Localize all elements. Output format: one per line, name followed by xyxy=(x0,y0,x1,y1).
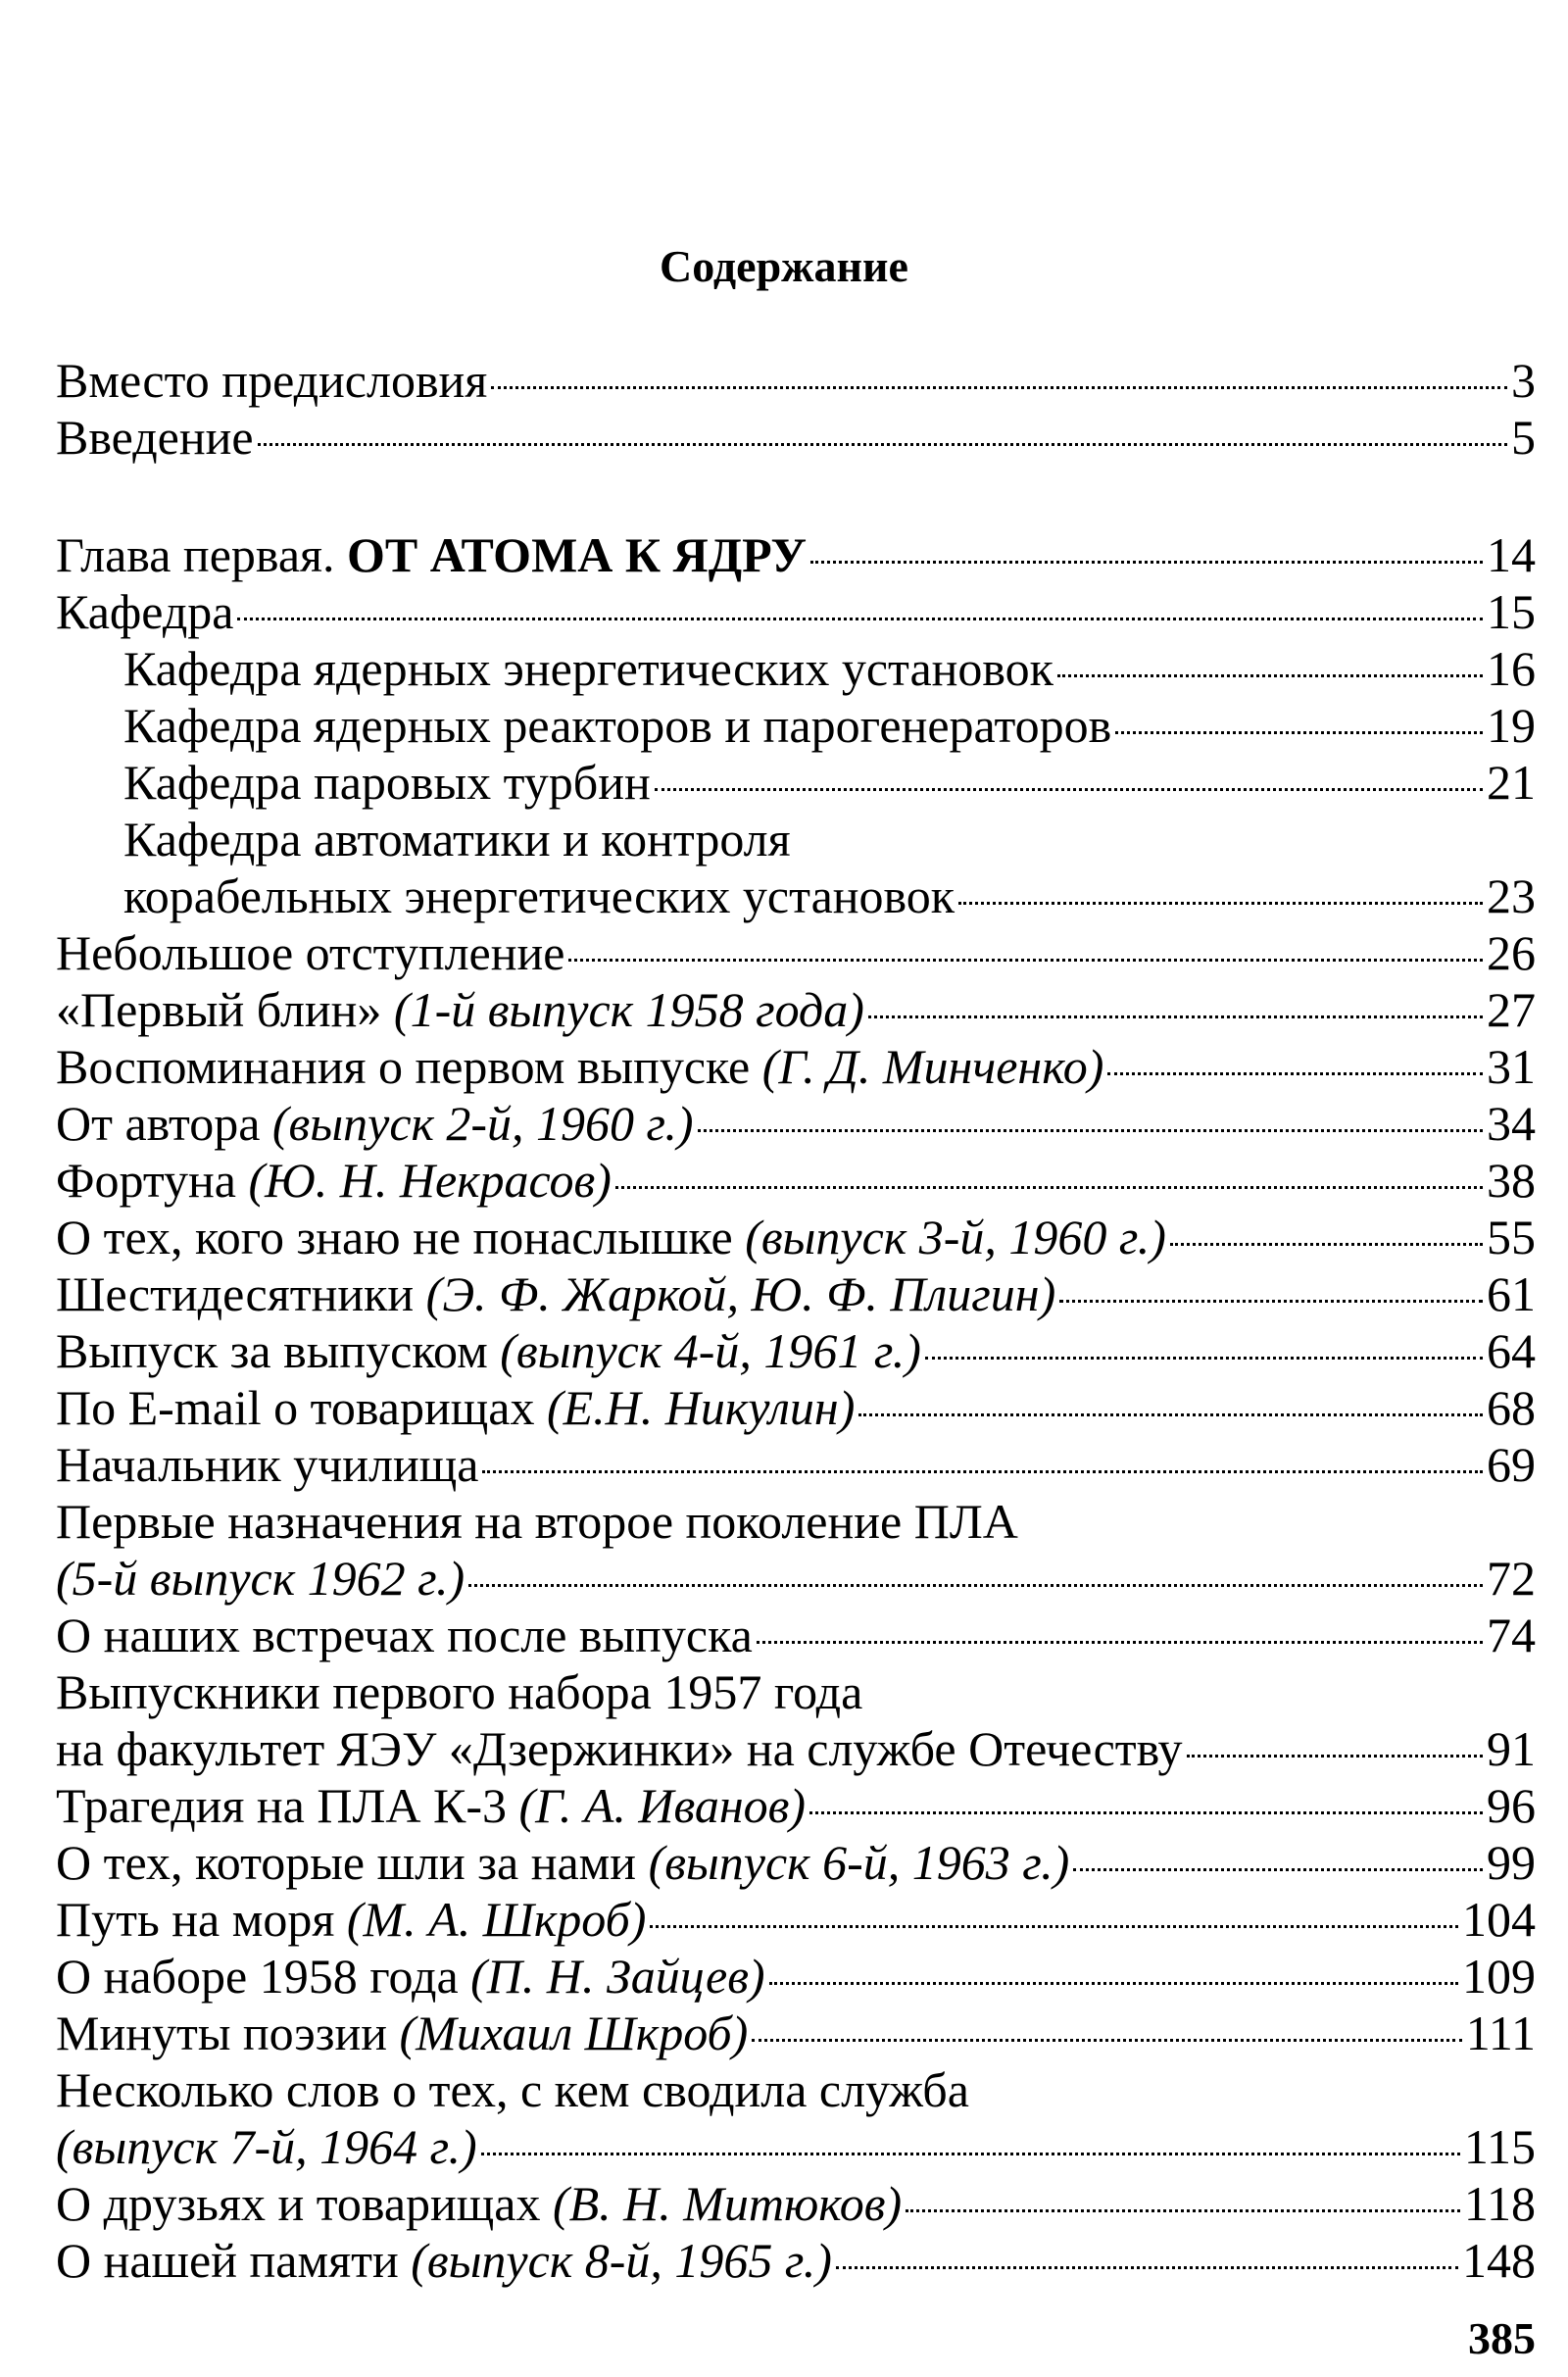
toc-entry xyxy=(56,1151,1536,1210)
toc-entry xyxy=(56,1037,1536,1096)
toc-page-number: 27 xyxy=(1487,982,1536,1037)
toc-entry-italic-note: (Г. А. Иванов) xyxy=(518,1778,807,1833)
toc-entry-title xyxy=(56,2174,902,2233)
toc-page-number: 19 xyxy=(1487,698,1536,753)
dot-leader xyxy=(1073,1868,1483,1871)
toc-entry xyxy=(56,1833,1536,1892)
toc-entry-title xyxy=(56,2231,832,2290)
toc-page-number: 21 xyxy=(1487,755,1536,810)
dot-leader xyxy=(836,2266,1458,2269)
dot-leader xyxy=(925,1357,1483,1360)
toc-line xyxy=(0,753,1568,812)
toc-line xyxy=(0,2004,1568,2062)
toc-line xyxy=(0,1151,1568,1210)
toc-page-number: 69 xyxy=(1487,1437,1536,1492)
toc-entry-text: О тех, которые шли за нами xyxy=(56,1835,649,1890)
dot-leader xyxy=(858,1413,1483,1416)
toc-line xyxy=(0,1776,1568,1835)
toc-entry-text: Минуты поэзии xyxy=(56,2006,400,2060)
toc-entry-text: Кафедра xyxy=(56,584,234,639)
dot-leader xyxy=(482,1470,1483,1473)
toc-line xyxy=(0,1606,1568,1664)
page-number: 385 xyxy=(1468,2313,1536,2363)
toc-entry-text: Выпуск за выпуском xyxy=(56,1323,501,1378)
toc-line xyxy=(0,2060,1568,2119)
toc-entry-title xyxy=(56,980,864,1039)
toc-page-number: 55 xyxy=(1487,1210,1536,1264)
toc-page-number: 26 xyxy=(1487,925,1536,980)
toc-entry xyxy=(56,1378,1536,1437)
toc-page-number: 64 xyxy=(1487,1323,1536,1378)
toc-entry-text: По E-mail о товарищах xyxy=(56,1380,547,1435)
toc-line xyxy=(0,980,1568,1039)
toc-entry xyxy=(56,408,1536,467)
toc-entry-italic-note: (В. Н. Митюков) xyxy=(552,2176,903,2231)
toc-line xyxy=(0,1435,1568,1494)
toc-entry-title xyxy=(56,2004,748,2062)
toc-entry-text: на факультет ЯЭУ «Дзержинки» на службе Отечеству xyxy=(56,1721,1183,1776)
toc-entry-text: О наборе 1958 года xyxy=(56,1949,471,2004)
toc-page-number: 91 xyxy=(1487,1721,1536,1776)
toc-entry-italic-note: (Э. Ф. Жаркой, Ю. Ф. Плигин) xyxy=(425,1266,1056,1321)
toc-entry xyxy=(56,2174,1536,2233)
toc-entry-title xyxy=(56,351,487,410)
toc-entry-title xyxy=(56,1662,862,1721)
dot-leader xyxy=(468,1584,1483,1587)
toc-page-number: 5 xyxy=(1511,410,1536,465)
dot-leader xyxy=(810,561,1483,564)
toc-line xyxy=(0,1037,1568,1096)
toc-entry-text: Кафедра ядерных реакторов и парогенераторов xyxy=(123,698,1112,753)
toc-page-number: 109 xyxy=(1462,1949,1536,2004)
toc-entry xyxy=(56,2231,1536,2290)
toc-entry-italic-note: (Ю. Н. Некрасов) xyxy=(248,1153,612,1208)
dot-leader xyxy=(481,2153,1460,2155)
toc-line xyxy=(0,582,1568,641)
toc-page-number: 74 xyxy=(1487,1608,1536,1662)
toc-entry-prefix: Глава первая. xyxy=(56,527,348,582)
toc-entry-title xyxy=(56,923,564,982)
dot-leader xyxy=(1170,1243,1483,1246)
toc-entry-italic-note: (Михаил Шкроб) xyxy=(399,2006,749,2060)
dot-leader xyxy=(1059,1300,1483,1303)
toc-line xyxy=(0,867,1568,925)
toc-entry-title xyxy=(56,1264,1055,1323)
toc-entry-title xyxy=(56,1719,1183,1778)
toc-entry xyxy=(56,1719,1536,1778)
toc-entry-text: Путь на моря xyxy=(56,1892,347,1947)
dot-leader xyxy=(258,443,1507,446)
toc-entry-title xyxy=(56,1549,465,1608)
toc-line xyxy=(0,1549,1568,1608)
toc-page-number: 118 xyxy=(1463,2176,1536,2231)
toc-entry-title xyxy=(56,408,254,467)
toc-entry-text: Шестидесятники xyxy=(56,1266,426,1321)
toc-line xyxy=(0,1833,1568,1892)
toc-entry-title xyxy=(56,1947,765,2006)
toc-page-number: 61 xyxy=(1487,1266,1536,1321)
toc-entry xyxy=(56,2117,1536,2176)
dot-leader xyxy=(615,1186,1483,1189)
toc-entry-text: Введение xyxy=(56,410,254,465)
dot-leader xyxy=(906,2209,1460,2212)
toc-entry-title xyxy=(56,1776,806,1835)
toc-line xyxy=(0,351,1568,410)
toc-entry xyxy=(56,2004,1536,2062)
toc-entry xyxy=(56,1321,1536,1380)
dot-leader xyxy=(568,959,1483,962)
toc-entry-italic-note: (выпуск 2-й, 1960 г.) xyxy=(271,1096,694,1151)
toc-line xyxy=(0,1492,1568,1551)
toc-entry-italic-note: (выпуск 6-й, 1963 г.) xyxy=(648,1835,1070,1890)
toc-entry-title xyxy=(56,1037,1103,1096)
toc-line xyxy=(0,1321,1568,1380)
toc-entry-text: Небольшое отступление xyxy=(56,925,565,980)
toc-entry-title xyxy=(123,867,955,925)
toc-entry xyxy=(56,1208,1536,1266)
toc-entry-title xyxy=(56,582,233,641)
toc-entry-italic-note: (выпуск 4-й, 1961 г.) xyxy=(500,1323,921,1378)
toc-entry-bold-title: ОТ АТОМА К ЯДРУ xyxy=(347,527,808,582)
dot-leader xyxy=(1107,1072,1483,1075)
toc-page-number: 99 xyxy=(1487,1835,1536,1890)
toc-line xyxy=(0,1094,1568,1153)
toc-entry xyxy=(56,1606,1536,1664)
toc-entry-title xyxy=(123,639,1054,698)
toc-entry-title xyxy=(123,696,1111,755)
toc-entry-title xyxy=(123,810,791,868)
toc-entry xyxy=(123,867,1536,925)
toc-page-number: 72 xyxy=(1487,1551,1536,1606)
toc-entry-italic-note: (М. А. Шкроб) xyxy=(346,1892,647,1947)
dot-leader xyxy=(1115,731,1483,734)
dot-leader xyxy=(491,386,1507,389)
toc-line xyxy=(0,408,1568,467)
toc-entry xyxy=(56,525,1536,584)
toc-entry xyxy=(56,1890,1536,1949)
toc-entry-title xyxy=(56,1833,1069,1892)
toc-page-number: 148 xyxy=(1462,2233,1536,2288)
toc-entry-continued xyxy=(56,1662,1536,1721)
toc-entry xyxy=(56,1094,1536,1153)
dot-leader xyxy=(868,1015,1483,1018)
toc-entry-italic-note: (5-й выпуск 1962 г.) xyxy=(56,1551,466,1606)
toc-entry-title xyxy=(56,1492,1018,1551)
toc-page-number: 31 xyxy=(1487,1039,1536,1094)
toc-entry-text: Кафедра паровых турбин xyxy=(123,755,651,810)
toc-page-number: 34 xyxy=(1487,1096,1536,1151)
dot-leader xyxy=(1187,1755,1483,1758)
toc-entry-title xyxy=(56,1321,921,1380)
toc-entry-text: О наших встречах после выпуска xyxy=(56,1608,753,1662)
toc-entry-italic-note: (Г. Д. Минченко) xyxy=(761,1039,1104,1094)
toc-entry-title xyxy=(56,1208,1166,1266)
toc-entry-continued xyxy=(56,1492,1536,1551)
toc-line xyxy=(0,2174,1568,2233)
toc-entry-text: Фортуна xyxy=(56,1153,249,1208)
toc-line xyxy=(0,1264,1568,1323)
toc-entry xyxy=(56,582,1536,641)
dot-leader xyxy=(752,2039,1461,2042)
toc-page-number: 23 xyxy=(1487,868,1536,923)
toc-line xyxy=(0,1890,1568,1949)
toc-line xyxy=(0,1208,1568,1266)
dot-leader xyxy=(757,1641,1483,1644)
toc-entry-title xyxy=(56,1378,855,1437)
toc-entry-text: «Первый блин» xyxy=(56,982,394,1037)
toc-entry-italic-note: (выпуск 7-й, 1964 г.) xyxy=(56,2119,477,2174)
toc-line xyxy=(0,1662,1568,1721)
toc-entry-title xyxy=(123,753,651,812)
toc-entry-text: О тех, кого знаю не понаслышке xyxy=(56,1210,746,1264)
page-title: Содержание xyxy=(660,241,908,291)
toc-entry-text: О друзьях и товарищах xyxy=(56,2176,553,2231)
dot-leader xyxy=(650,1925,1458,1928)
toc-entry-italic-note: (П. Н. Зайцев) xyxy=(470,1949,765,2004)
toc-entry-text: Начальник училища xyxy=(56,1437,479,1492)
toc-entry xyxy=(56,351,1536,410)
toc-entry-text: Выпускники первого набора 1957 года xyxy=(56,1664,863,1719)
toc-entry-text: Трагедия на ПЛА К-3 xyxy=(56,1778,519,1833)
toc-line xyxy=(0,923,1568,982)
toc-entry xyxy=(56,1264,1536,1323)
toc-entry xyxy=(123,639,1536,698)
dot-leader xyxy=(1057,674,1483,677)
toc-entry-title xyxy=(56,2117,477,2176)
toc-entry-title xyxy=(56,2060,969,2119)
dot-leader xyxy=(958,902,1483,905)
toc-entry-title xyxy=(56,1094,694,1153)
toc-page-number: 14 xyxy=(1487,527,1536,582)
toc-page-number: 38 xyxy=(1487,1153,1536,1208)
toc-entry-text: Вместо предисловия xyxy=(56,353,488,408)
toc-entry-text: Несколько слов о тех, с кем сводила служба xyxy=(56,2062,969,2117)
toc-line xyxy=(0,525,1568,584)
toc-entry-italic-note: (выпуск 8-й, 1965 г.) xyxy=(411,2233,832,2288)
toc-page-number: 111 xyxy=(1465,2006,1536,2060)
toc-line xyxy=(0,1378,1568,1437)
toc-page-number: 15 xyxy=(1487,584,1536,639)
toc-entry-text: Кафедра автоматики и контроля xyxy=(123,812,791,867)
toc-line xyxy=(0,2117,1568,2176)
toc-line xyxy=(0,696,1568,755)
toc-page-number: 3 xyxy=(1511,353,1536,408)
toc-entry xyxy=(56,1947,1536,2006)
dot-leader xyxy=(698,1129,1483,1132)
toc-entry xyxy=(56,980,1536,1039)
toc-entry-text: От автора xyxy=(56,1096,272,1151)
toc-line xyxy=(0,639,1568,698)
toc-entry xyxy=(56,1435,1536,1494)
toc-entry-title xyxy=(56,1151,612,1210)
toc-page-number: 96 xyxy=(1487,1778,1536,1833)
toc-entry-title xyxy=(56,1435,478,1494)
toc-entry-title xyxy=(56,525,807,584)
toc-entry-text: корабельных энергетических установок xyxy=(123,868,956,923)
toc-entry xyxy=(123,753,1536,812)
toc-line xyxy=(0,2231,1568,2290)
toc-entry xyxy=(56,923,1536,982)
toc-entry-italic-note: (Е.Н. Никулин) xyxy=(546,1380,856,1435)
dot-leader xyxy=(655,788,1483,791)
dot-leader xyxy=(809,1811,1483,1814)
toc-entry xyxy=(56,1776,1536,1835)
toc-entry-text: Кафедра ядерных энергетических установок xyxy=(123,641,1054,696)
toc-line xyxy=(0,810,1568,868)
toc-entry-title xyxy=(56,1890,646,1949)
toc-line xyxy=(0,1947,1568,2006)
toc-page-number: 68 xyxy=(1487,1380,1536,1435)
toc-entry-continued xyxy=(56,2060,1536,2119)
toc-entry xyxy=(123,696,1536,755)
toc-entry-text: Первые назначения на второе поколение ПЛА xyxy=(56,1494,1018,1549)
toc-entry xyxy=(56,1549,1536,1608)
toc-entry-text: О нашей памяти xyxy=(56,2233,412,2288)
toc-entry-italic-note: (выпуск 3-й, 1960 г.) xyxy=(745,1210,1166,1264)
toc-page-number: 115 xyxy=(1463,2119,1536,2174)
toc-page-number: 16 xyxy=(1487,641,1536,696)
toc-entry-text: Воспоминания о первом выпуске xyxy=(56,1039,762,1094)
toc-line xyxy=(0,1719,1568,1778)
dot-leader xyxy=(237,618,1483,620)
toc-entry-continued xyxy=(123,810,1536,868)
dot-leader xyxy=(769,1982,1458,1985)
toc-page-number: 104 xyxy=(1462,1892,1536,1947)
toc-entry-title xyxy=(56,1606,753,1664)
toc-entry-italic-note: (1-й выпуск 1958 года) xyxy=(393,982,864,1037)
